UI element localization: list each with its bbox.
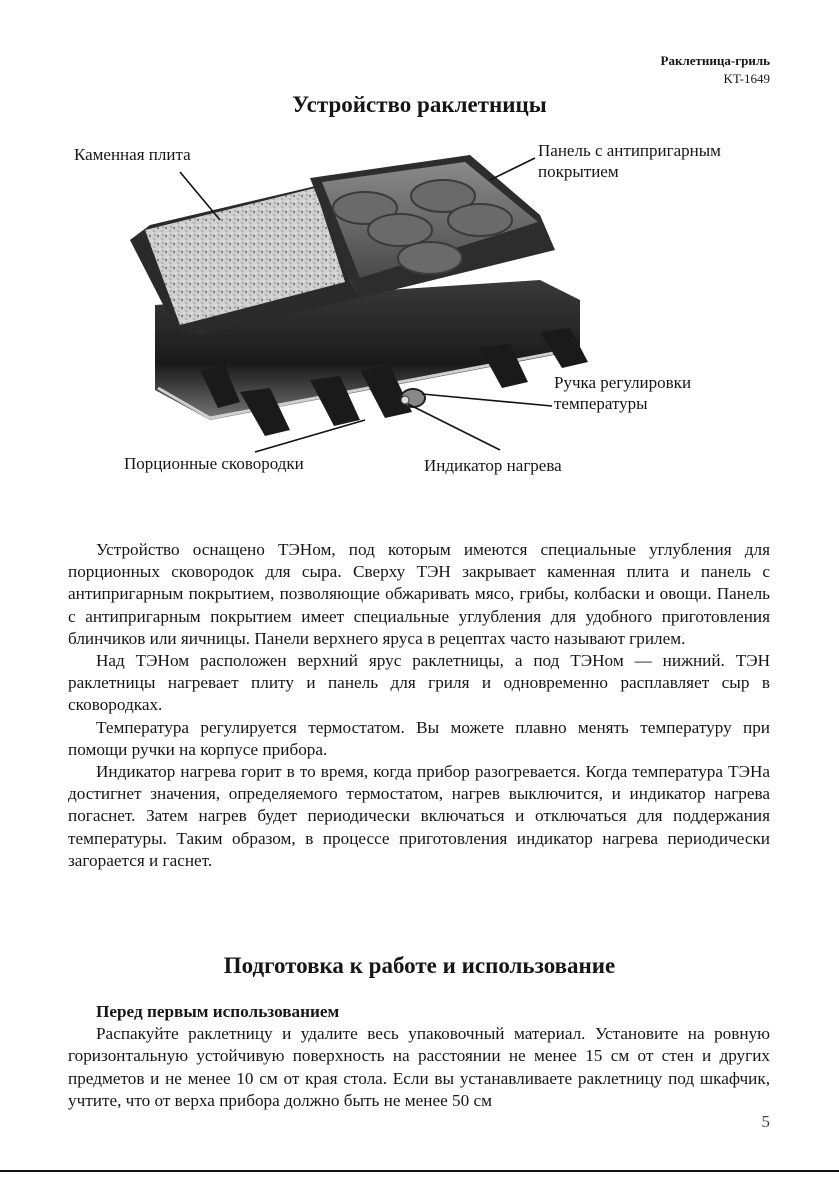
- callout-panel-line1: Панель с антипригарным: [538, 141, 721, 160]
- callout-panel-line2: покрытием: [538, 162, 619, 181]
- callout-knob-line2: температуры: [554, 394, 648, 413]
- section-title-preparation: Подготовка к работе и использование: [223, 953, 616, 978]
- header-model-name: Раклетница-гриль: [660, 53, 770, 68]
- callout-temperature-knob: [554, 372, 691, 414]
- description-paragraph: Индикатор нагрева горит в то время, когда прибор разогревается. Когда температура ТЭНа достигнет значения, определяемого термостатом, нагрев выключится, и индикатор нагрева погаснет. Затем нагрев будет периодически включаться и отключаться для поддержания температуры. Таким образом, в процессе приготовления индикатор нагрева периодически загорается и гаснет.: [68, 762, 770, 870]
- description-paragraph: Температура регулируется термостатом. Вы можете плавно менять температуру при помощи ручки на корпусе прибора.: [68, 717, 770, 759]
- leader-stone: [180, 172, 220, 220]
- leader-panel: [490, 158, 535, 180]
- subheading-first-use: Перед первым использованием: [96, 1002, 340, 1021]
- running-header: [661, 52, 770, 88]
- raclette-diagram: [60, 130, 780, 480]
- bottom-rule: [0, 1170, 839, 1172]
- description-paragraph: Устройство оснащено ТЭНом, под которым имеются специальные углубления для порционных сковородок для сыра. Сверху ТЭН закрывает каменная плита и панель с антипригарным покрытием, позволяющие обжаривать мясо, грибы, колбаски и овощи. Панель с антипригарным покрытием имеет специальные углубления для удобного приготовления блинчиков или яичницы. Панели верхнего яруса в рецептах часто называют грилем.: [68, 540, 770, 648]
- callout-heat-indicator: Индикатор нагрева: [424, 456, 562, 475]
- header-model-code: KT-1649: [723, 71, 770, 86]
- diagram-title: Устройство раклетницы: [292, 92, 547, 117]
- callout-knob-line1: Ручка регулировки: [554, 373, 692, 392]
- preparation-paragraph: Распакуйте раклетницу и удалите весь упаковочный материал. Установите на ровную горизонтальную устойчивую поверхность на расстоянии не менее 15 см от стен и других предметов и не менее 10 см от края стола. Если вы устанавливаете раклетницу под шкафчик, учтите, что от верха прибора должно быть не менее 50 см: [68, 1024, 770, 1110]
- callout-nonstick-panel: [538, 140, 721, 182]
- device-description: [68, 539, 770, 872]
- callout-stone-plate: Каменная плита: [74, 145, 191, 164]
- callout-portion-pans: Порционные сковородки: [124, 454, 304, 473]
- preparation-section: [68, 1001, 770, 1112]
- description-paragraph: Над ТЭНом расположен верхний ярус раклетницы, а под ТЭНом — нижний. ТЭН раклетницы нагревает плиту и панель для гриля и одновременно расплавляет сыр в сковородках.: [68, 651, 770, 715]
- raclette-illustration: [60, 130, 780, 480]
- heat-indicator-light: [401, 396, 409, 404]
- crepe-recess: [398, 242, 462, 274]
- page-number: 5: [761, 1112, 770, 1131]
- crepe-recess: [368, 214, 432, 246]
- leader-knob: [422, 394, 552, 406]
- leader-indicator: [408, 404, 500, 450]
- crepe-recess: [448, 204, 512, 236]
